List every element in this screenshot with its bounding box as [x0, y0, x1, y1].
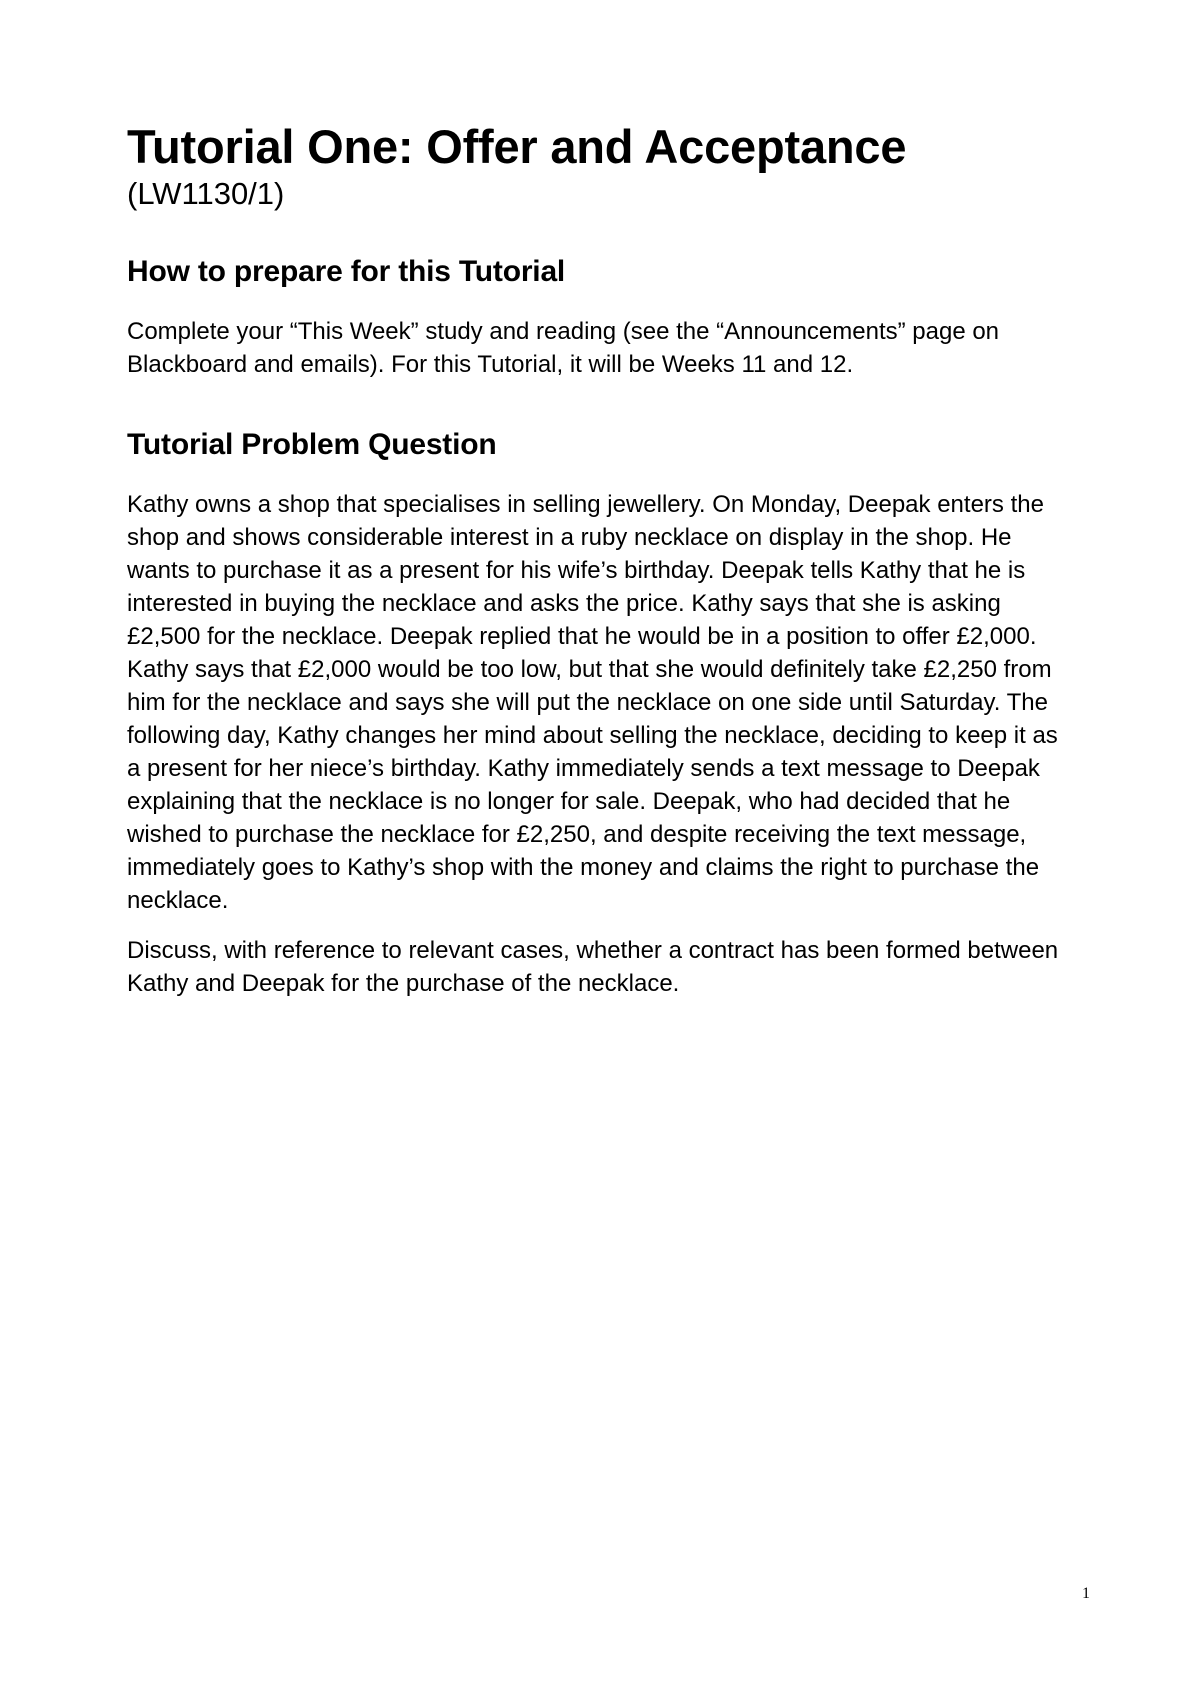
prepare-paragraph: Complete your “This Week” study and reading (see the “Announcements” page on Blackboard and emails). For this Tutorial, it will be Weeks 11 and 12.: [127, 318, 1000, 378]
discussion-question-paragraph: Discuss, with reference to relevant cases, whether a contract has been formed between Kathy and Deepak for the purchase of the necklace.: [127, 937, 1059, 997]
module-code: (LW1130/1): [127, 176, 285, 211]
document-title: Tutorial One: Offer and Acceptance: [127, 120, 907, 173]
section-heading-prepare: How to prepare for this Tutorial: [127, 255, 566, 288]
document-content: [127, 120, 1077, 1000]
problem-facts-paragraph: Kathy owns a shop that specialises in selling jewellery. On Monday, Deepak enters the shop and shows considerable interest in a ruby necklace on display in the shop. He wants to purchase it as a present for his wife’s birthday. Deepak tells Kathy that he is interested in buying the necklace and asks the price. Kathy says that she is asking £2,500 for the necklace. Deepak replied that he would be in a position to offer £2,000. Kathy says that £2,000 would be too low, but that she would definitely take £2,250 from him for the necklace and says she will put the necklace on one side until Saturday. The following day, Kathy changes her mind about selling the necklace, deciding to keep it as a present for her niece’s birthday. Kathy immediately sends a text message to Deepak explaining that the necklace is no longer for sale. Deepak, who had decided that he wished to purchase the necklace for £2,250, and despite receiving the text message, immediately goes to Kathy’s shop with the money and claims the right to purchase the necklace.: [127, 491, 1058, 914]
section-heading-problem-question: Tutorial Problem Question: [127, 428, 497, 461]
page-number: 1: [1082, 1585, 1090, 1602]
